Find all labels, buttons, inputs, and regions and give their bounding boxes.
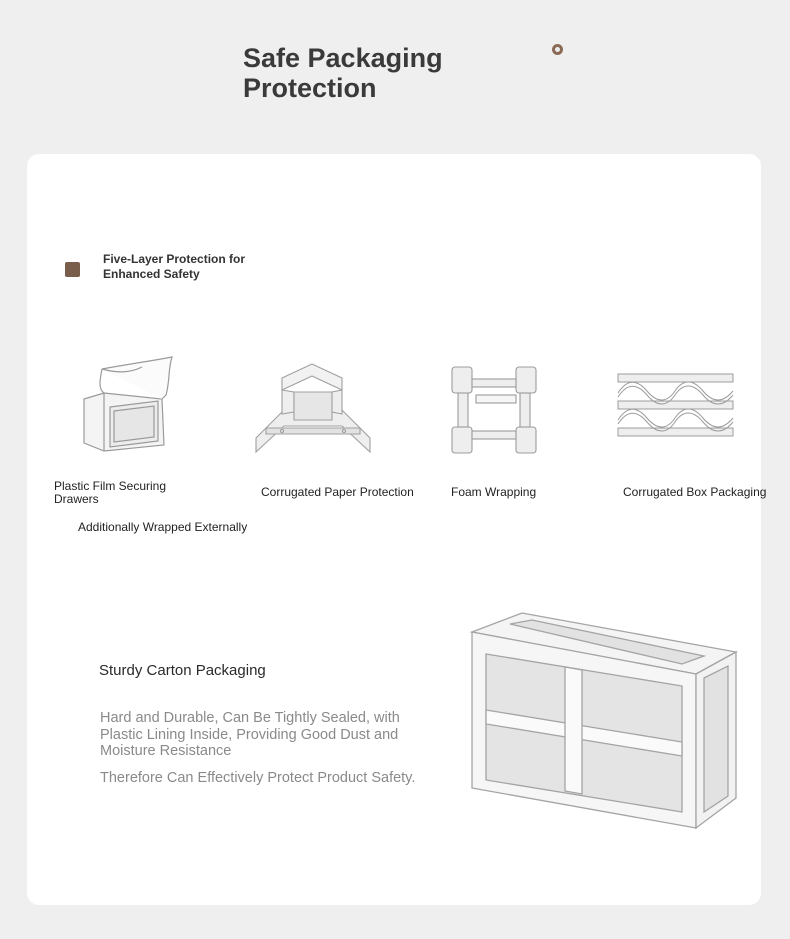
layer-label-corrugated-box: Corrugated Box Packaging [623,485,767,499]
plastic-film-icon [82,355,178,455]
page-title: Safe Packaging Protection [243,43,443,103]
layer-label-corrugated-paper: Corrugated Paper Protection [261,485,414,499]
carton-description: Hard and Durable, Can Be Tightly Sealed, with Plastic Lining Inside, Providing Good Dust and Moisture Resistance [100,710,400,759]
corrugated-corner-icon [254,362,372,456]
carton-title: Sturdy Carton Packaging [99,662,266,679]
layer-label-foam: Foam Wrapping [451,485,537,499]
layer-label-plastic-film: Plastic Film Securing Drawers [54,479,167,506]
accent-square-icon [65,262,80,277]
carton-conclusion: Therefore Can Effectively Protect Product Safety. [100,770,416,786]
foam-frame-icon [450,365,540,455]
carton-box-illustration [468,610,740,832]
corrugated-layers-icon [617,373,735,439]
ring-icon [552,44,563,55]
extra-note: Additionally Wrapped Externally [78,520,248,534]
section-heading: Five-Layer Protection for Enhanced Safety [103,252,246,281]
